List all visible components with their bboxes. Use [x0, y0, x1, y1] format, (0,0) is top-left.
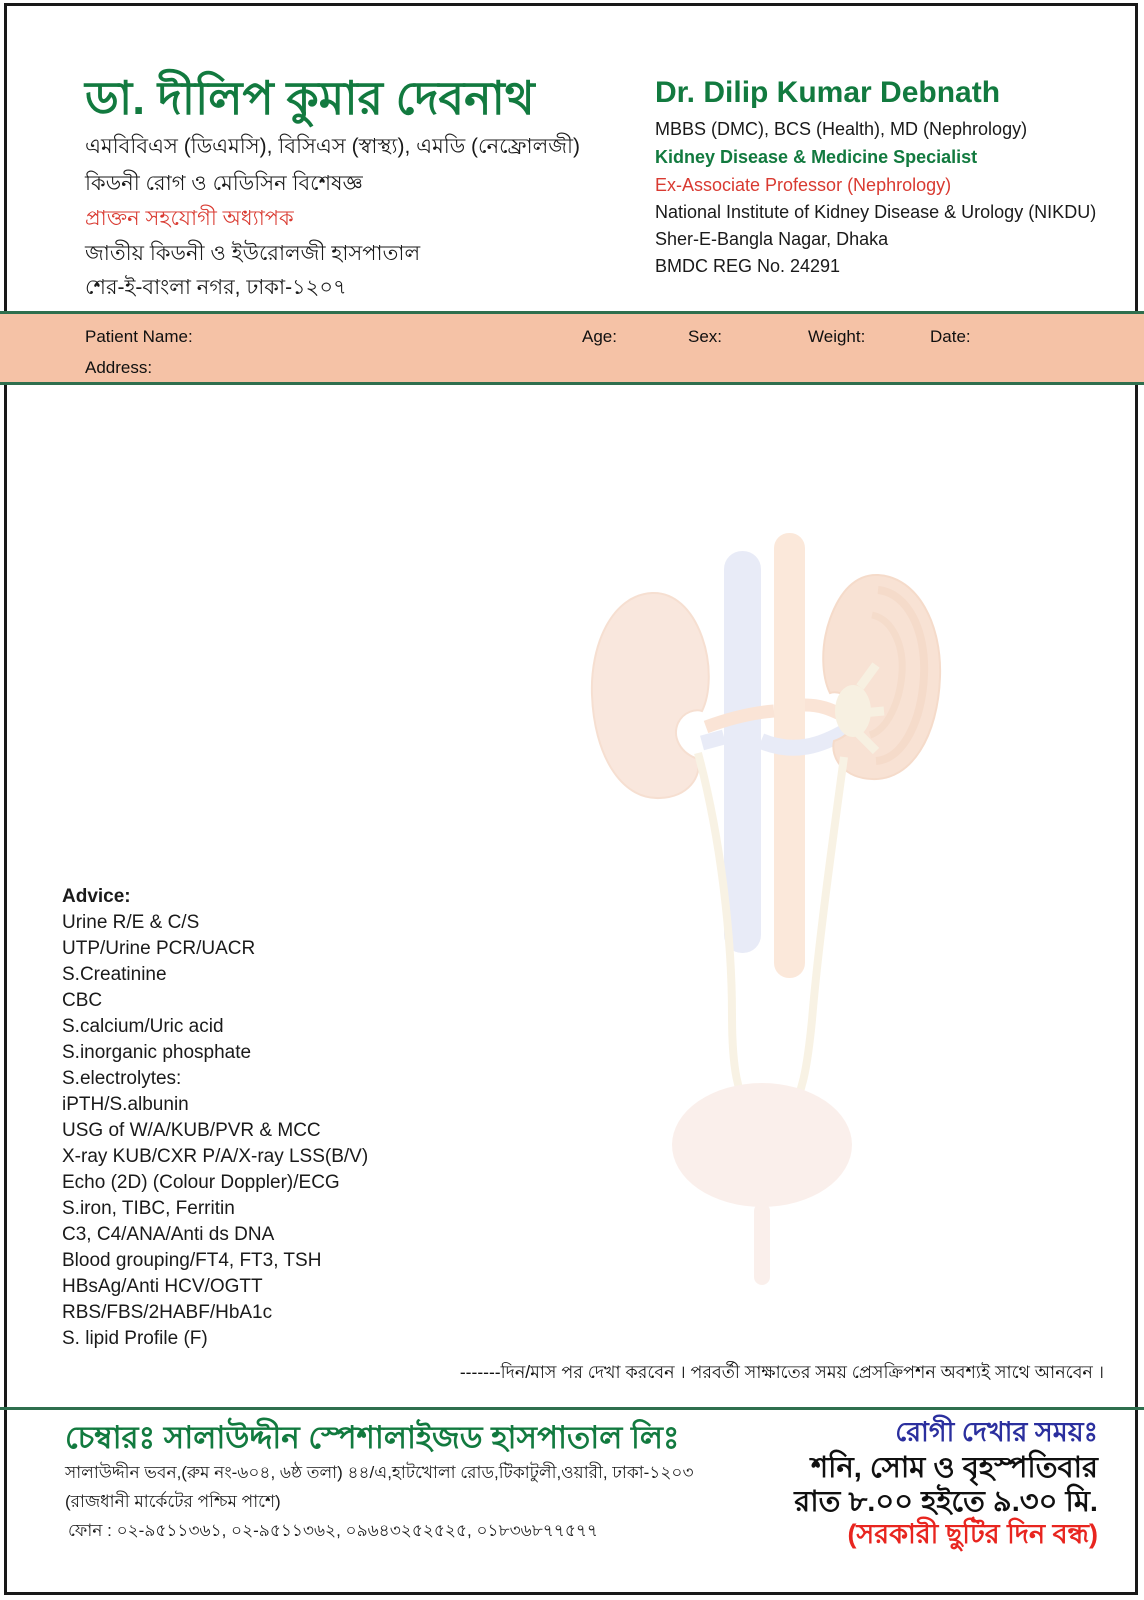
- patient-age-label: Age:: [582, 327, 617, 346]
- chamber-phone: ফোন : ০২-৯৫১১৩৬১, ০২-৯৫১১৩৬২, ০৯৬৪৩২৫২৫২৫, ০১৮৩৬৮৭৭৫৭৭: [68, 1521, 598, 1540]
- visiting-days: শনি, সোম ও বৃহস্পতিবার: [811, 1452, 1098, 1484]
- advice-item: S.electrolytes:: [62, 1068, 182, 1089]
- advice-item: C3, C4/ANA/Anti ds DNA: [62, 1224, 275, 1245]
- doctor-degree-bn: এমবিবিএস (ডিএমসি), বিসিএস (স্বাস্থ্য), এমডি (নেফ্রোলজী): [85, 135, 581, 158]
- chamber-title: চেম্বারঃ সালাউদ্দীন স্পেশালাইজড হাসপাতাল লিঃ: [65, 1420, 680, 1455]
- patient-address-label: Address:: [85, 358, 153, 377]
- chamber-address: সালাউদ্দীন ভবন,(রুম নং-৬০৪, ৬ষ্ঠ তলা) ৪৪/এ,হাটখোলা রোড,টিকাটুলী,ওয়ারী, ঢাকা-১২০৩: [65, 1463, 694, 1482]
- advice-item: iPTH/S.albunin: [62, 1094, 189, 1115]
- doctor-institute-bn: জাতীয় কিডনী ও ইউরোলজী হাসপাতাল: [85, 242, 421, 265]
- doctor-name-bn: ডা. দীলিপ কুমার দেবনাথ: [85, 72, 535, 124]
- doctor-degree-en: MBBS (DMC), BCS (Health), MD (Nephrology): [655, 119, 1028, 139]
- doctor-bmdc-reg: BMDC REG No. 24291: [655, 256, 841, 276]
- advice-item: UTP/Urine PCR/UACR: [62, 938, 256, 959]
- advice-item: HBsAg/Anti HCV/OGTT: [62, 1276, 263, 1297]
- advice-item: CBC: [62, 990, 103, 1011]
- doctor-ex-position-en: Ex-Associate Professor (Nephrology): [655, 175, 952, 195]
- advice-item: S. lipid Profile (F): [62, 1328, 208, 1349]
- advice-item: S.Creatinine: [62, 964, 167, 985]
- patient-sex-label: Sex:: [688, 327, 723, 346]
- advice-item: S.inorganic phosphate: [62, 1042, 252, 1063]
- patient-weight-label: Weight:: [808, 327, 866, 346]
- chamber-landmark: (রাজধানী মার্কেটের পশ্চিম পাশে): [65, 1492, 281, 1511]
- advice-item: RBS/FBS/2HABF/HbA1c: [62, 1302, 273, 1323]
- visiting-hours-title: রোগী দেখার সময়ঃ: [895, 1417, 1098, 1447]
- patient-date-label: Date:: [930, 327, 971, 346]
- doctor-address-bn: শের-ই-বাংলা নগর, ঢাকা-১২০৭: [85, 276, 347, 299]
- doctor-name-en: Dr. Dilip Kumar Debnath: [655, 76, 1001, 109]
- doctor-specialty-en: Kidney Disease & Medicine Specialist: [655, 147, 978, 167]
- advice-item: X-ray KUB/CXR P/A/X-ray LSS(B/V): [62, 1146, 369, 1167]
- advice-item: USG of W/A/KUB/PVR & MCC: [62, 1120, 321, 1141]
- doctor-specialty-bn: কিডনী রোগ ও মেডিসিন বিশেষজ্ঞ: [85, 172, 363, 195]
- patient-info-bar: [0, 311, 1144, 385]
- visiting-time: রাত ৮.০০ হইতে ৯.৩০ মি.: [794, 1486, 1098, 1518]
- advice-item: Blood grouping/FT4, FT3, TSH: [62, 1250, 322, 1271]
- advice-item: Echo (2D) (Colour Doppler)/ECG: [62, 1172, 340, 1193]
- advice-section: [62, 884, 368, 1352]
- doctor-ex-position-bn: প্রাক্তন সহযোগী অধ্যাপক: [85, 207, 294, 230]
- closed-days-note: (সরকারী ছুটির দিন বন্ধ): [847, 1519, 1098, 1549]
- advice-item: Urine R/E & C/S: [62, 912, 200, 933]
- doctor-address-en: Sher-E-Bangla Nagar, Dhaka: [655, 229, 889, 249]
- advice-item: S.calcium/Uric acid: [62, 1016, 224, 1037]
- kidney-urinary-system-illustration-icon: [560, 515, 970, 1305]
- patient-name-label: Patient Name:: [85, 327, 193, 346]
- footer-divider: [0, 1407, 1144, 1410]
- followup-note: -------দিন/মাস পর দেখা করবেন । পরবর্তী সাক্ষাতের সময় প্রেসক্রিপশন অবশ্যই সাথে আনবেন ।: [459, 1362, 1104, 1382]
- advice-item: S.iron, TIBC, Ferritin: [62, 1198, 235, 1219]
- doctor-institute-en: National Institute of Kidney Disease & Urology (NIKDU): [655, 202, 1097, 222]
- advice-title: Advice:: [62, 886, 131, 907]
